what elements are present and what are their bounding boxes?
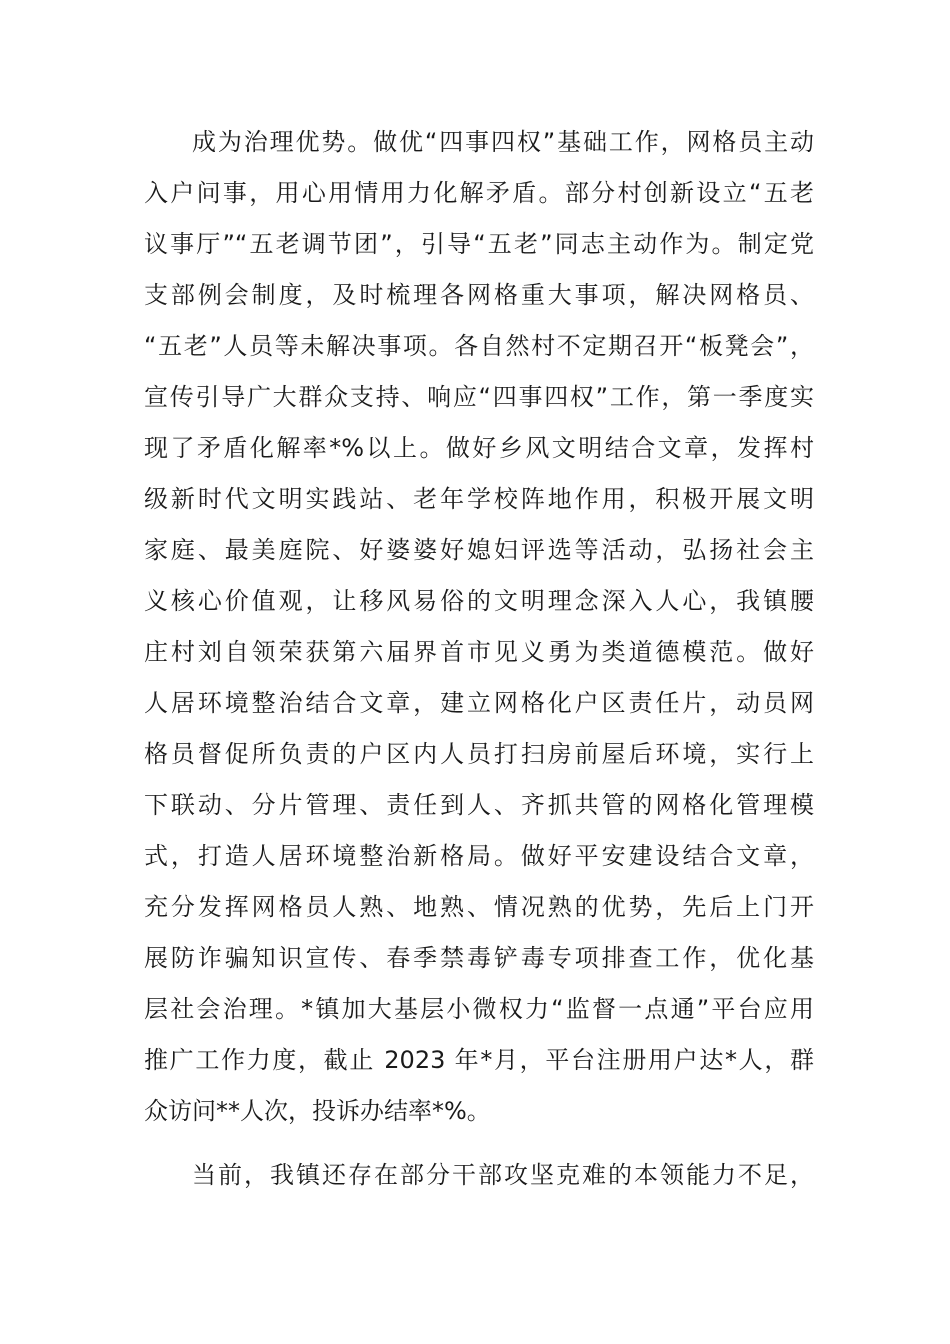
paragraph-line: 宣传引导广大群众支持、响应“四事四权”工作，第一季度实 — [144, 383, 814, 411]
paragraph-line: 展防诈骗知识宣传、春季禁毒铲毒专项排查工作，优化基 — [144, 944, 814, 972]
paragraph-line: 现了矛盾化解率*%以上。做好乡风文明结合文章，发挥村 — [144, 434, 814, 462]
paragraph-line: 下联动、分片管理、责任到人、齐抓共管的网格化管理模 — [144, 791, 814, 819]
paragraph-line: 成为治理优势。做优“四事四权”基础工作，网格员主动 — [192, 128, 814, 156]
paragraph-line: 级新时代文明实践站、老年学校阵地作用，积极开展文明 — [144, 485, 814, 513]
paragraph-line: “五老”人员等未解决事项。各自然村不定期召开“板凳会”， — [144, 332, 814, 360]
paragraph-line: 入户问事，用心用情用力化解矛盾。部分村创新设立“五老 — [144, 179, 814, 207]
paragraph-line: 义核心价值观，让移风易俗的文明理念深入人心，我镇腰 — [144, 587, 814, 615]
paragraph-line: 议事厅”“五老调节团”，引导“五老”同志主动作为。制定党 — [144, 230, 814, 258]
paragraph-line: 充分发挥网格员人熟、地熟、情况熟的优势，先后上门开 — [144, 893, 814, 921]
paragraph-line: 当前，我镇还存在部分干部攻坚克难的本领能力不足， — [192, 1161, 814, 1189]
paragraph-line: 人居环境整治结合文章，建立网格化户区责任片，动员网 — [144, 689, 814, 717]
paragraph-line: 家庭、最美庭院、好婆婆好媳妇评选等活动，弘扬社会主 — [144, 536, 814, 564]
paragraph-line: 众访问**人次，投诉办结率*%。 — [144, 1097, 491, 1125]
paragraph-line: 庄村刘自领荣获第六届界首市见义勇为类道德模范。做好 — [144, 638, 814, 666]
paragraph-line: 式，打造人居环境整治新格局。做好平安建设结合文章， — [144, 842, 814, 870]
paragraph-line: 层社会治理。*镇加大基层小微权力“监督一点通”平台应用 — [144, 995, 814, 1023]
paragraph-line: 支部例会制度，及时梳理各网格重大事项，解决网格员、 — [144, 281, 814, 309]
paragraph-line: 格员督促所负责的户区内人员打扫房前屋后环境，实行上 — [144, 740, 814, 768]
paragraph-line: 推广工作力度，截止 2023 年*月，平台注册用户达*人，群 — [144, 1046, 814, 1074]
